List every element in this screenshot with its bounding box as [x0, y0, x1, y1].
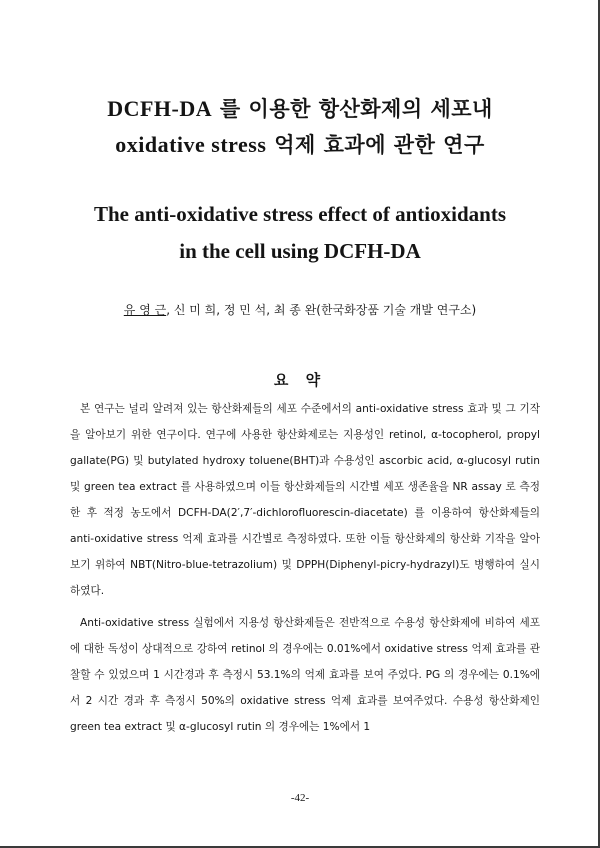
english-title-line-2: in the cell using DCFH-DA: [179, 239, 421, 263]
page-number: -42-: [290, 792, 310, 804]
korean-title-line-2: [0, 129, 600, 159]
other-authors-affiliation: , 신 미 희, 정 민 석, 최 종 완(한국화장품 기술 개발 연구소): [166, 303, 477, 317]
abstract-paragraph-2: Anti-oxidative stress 실험에서 지용성 항산화제들은 전반적으로 수용성 항산화제에 비하여 세포에 대한 독성이 상대적으로 강하여 retinol 의 경우에는 0.01%에서 oxidative stress 억제 효과를 관찰할 수 있었으며 1 시간경과 후 측정시 53.1%의 억제 효과를 보여 주었다. PG 의 경우에는 0.1%에서 2 시간 경과 후 측정시 50%의 oxidative stress 억제 효과를 보여주었다. 수용성 항산화제인 green tea extract 및 α-glucosyl rutin 의 경우에는 1%에서 1: [70, 617, 540, 733]
abstract-heading: 요 약: [273, 371, 327, 389]
korean-title-line-2-prefix: oxidative stress: [115, 132, 267, 157]
author-list: [0, 301, 600, 318]
korean-title-line-1: [0, 93, 600, 123]
korean-title-line-2-rest: 억제 효과에 관한 연구: [266, 133, 485, 157]
english-title-line-1: The anti-oxidative stress effect of antioxidants: [94, 202, 506, 226]
abstract-paragraph-1: 본 연구는 널리 알려져 있는 항산화제들의 세포 수준에서의 anti-oxidative stress 효과 및 그 기작을 알아보기 위한 연구이다. 연구에 사용한 항산화제로는 지용성인 retinol, α-tocopherol, propyl gallate(PG) 및 butylated hydroxy toluene(BHT)과 수용성인 ascorbic acid, α-glucosyl rutin 및 green tea extract 를 사용하였으며 이들 항산화제들의 시간별 세포 생존율을 NR assay 로 측정한 후 적정 농도에서 DCFH-DA(2′,7′-dichlorofluorescin-diacetate) 를 이용하여 항산화제들의 anti-oxidative stress 억제 효과를 시간별로 측정하였다. 또한 이들 항산화제의 항산화 기작을 알아보기 위하여 NBT(Nitro-blue-tetrazolium) 및 DPPH(Diphenyl-picry-hydrazyl)도 병행하여 실시하였다.: [70, 403, 540, 597]
korean-title-line-1-prefix: DCFH-DA: [107, 96, 213, 121]
korean-title-line-1-rest: 를 이용한 항산화제의 세포내: [212, 97, 493, 121]
first-author: 유 영 근: [123, 303, 167, 317]
